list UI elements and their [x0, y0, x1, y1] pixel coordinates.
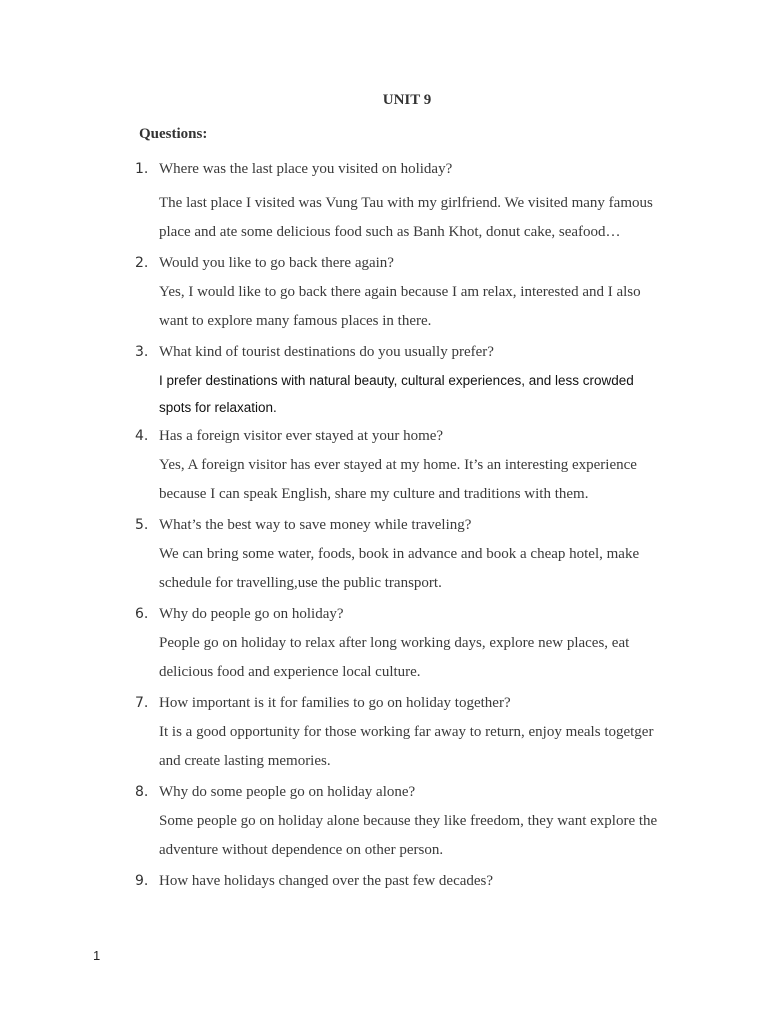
question-row	[135, 777, 695, 807]
answer-line: because I can speak English, share my culture and traditions with them.	[159, 486, 589, 502]
question-number: 5.	[135, 516, 149, 533]
question-text: How have holidays changed over the past few decades?	[159, 872, 494, 889]
answer-line: I prefer destinations with natural beauty, cultural experiences, and less crowded	[159, 372, 634, 388]
question-number: 9.	[135, 872, 149, 889]
question-text: Would you like to go back there again?	[159, 254, 394, 271]
question-item	[135, 599, 695, 688]
answer-line: People go on holiday to relax after long working days, explore new places, eat	[159, 634, 630, 651]
question-row	[135, 688, 695, 718]
question-item	[135, 777, 695, 866]
answer-line: We can bring some water, foods, book in advance and book a cheap hotel, make	[159, 545, 640, 562]
answer-line: and create lasting memories.	[159, 753, 331, 769]
question-number: 7.	[135, 694, 149, 711]
question-text: What’s the best way to save money while traveling?	[159, 516, 472, 533]
answer-line: Yes, I would like to go back there again because I am relax, interested and I also	[159, 283, 641, 300]
question-text: How important is it for families to go on holiday together?	[159, 694, 511, 711]
question-number: 3.	[135, 343, 149, 360]
question-item	[135, 866, 695, 896]
question-text: What kind of tourist destinations do you usually prefer?	[159, 343, 494, 360]
question-row	[135, 599, 695, 629]
answer-line: delicious food and experience local culture.	[159, 664, 421, 680]
section-heading: Questions:	[139, 126, 208, 142]
question-row	[135, 154, 695, 184]
answer-line: The last place I visited was Vung Tau with my girlfriend. We visited many famous	[159, 195, 653, 211]
question-row	[135, 421, 695, 451]
question-row	[135, 866, 695, 896]
question-item	[135, 688, 695, 777]
question-number: 6.	[135, 605, 149, 622]
question-row	[135, 248, 695, 278]
question-text: Why do people go on holiday?	[159, 605, 344, 622]
question-item	[135, 421, 695, 510]
question-item	[135, 337, 695, 421]
question-text: Where was the last place you visited on holiday?	[159, 161, 453, 177]
answer-line: Some people go on holiday alone because they like freedom, they want explore the	[159, 812, 658, 829]
question-number: 8.	[135, 783, 149, 800]
document-title: UNIT 9	[382, 92, 432, 108]
answer-line: spots for relaxation.	[159, 399, 277, 415]
question-text: Has a foreign visitor ever stayed at your home?	[159, 427, 444, 444]
answer-line: want to explore many famous places in there.	[159, 313, 432, 329]
answer-line: place and ate some delicious food such as Banh Khot, donut cake, seafood…	[159, 224, 621, 240]
question-list	[135, 154, 695, 896]
question-item	[135, 248, 695, 337]
question-item	[135, 510, 695, 599]
answer-line: It is a good opportunity for those working far away to return, enjoy meals togetger	[159, 723, 654, 740]
question-number: 1.	[135, 161, 149, 177]
question-row	[135, 510, 695, 540]
page-number: 1	[93, 948, 101, 963]
question-row	[135, 337, 695, 367]
answer-line: adventure without dependence on other person.	[159, 842, 444, 858]
question-item	[135, 154, 695, 248]
answer-line: Yes, A foreign visitor has ever stayed at my home. It’s an interesting experience	[159, 456, 637, 473]
question-number: 2.	[135, 254, 149, 271]
question-text: Why do some people go on holiday alone?	[159, 783, 416, 800]
answer-line: schedule for travelling,use the public transport.	[159, 575, 442, 591]
question-number: 4.	[135, 427, 149, 444]
